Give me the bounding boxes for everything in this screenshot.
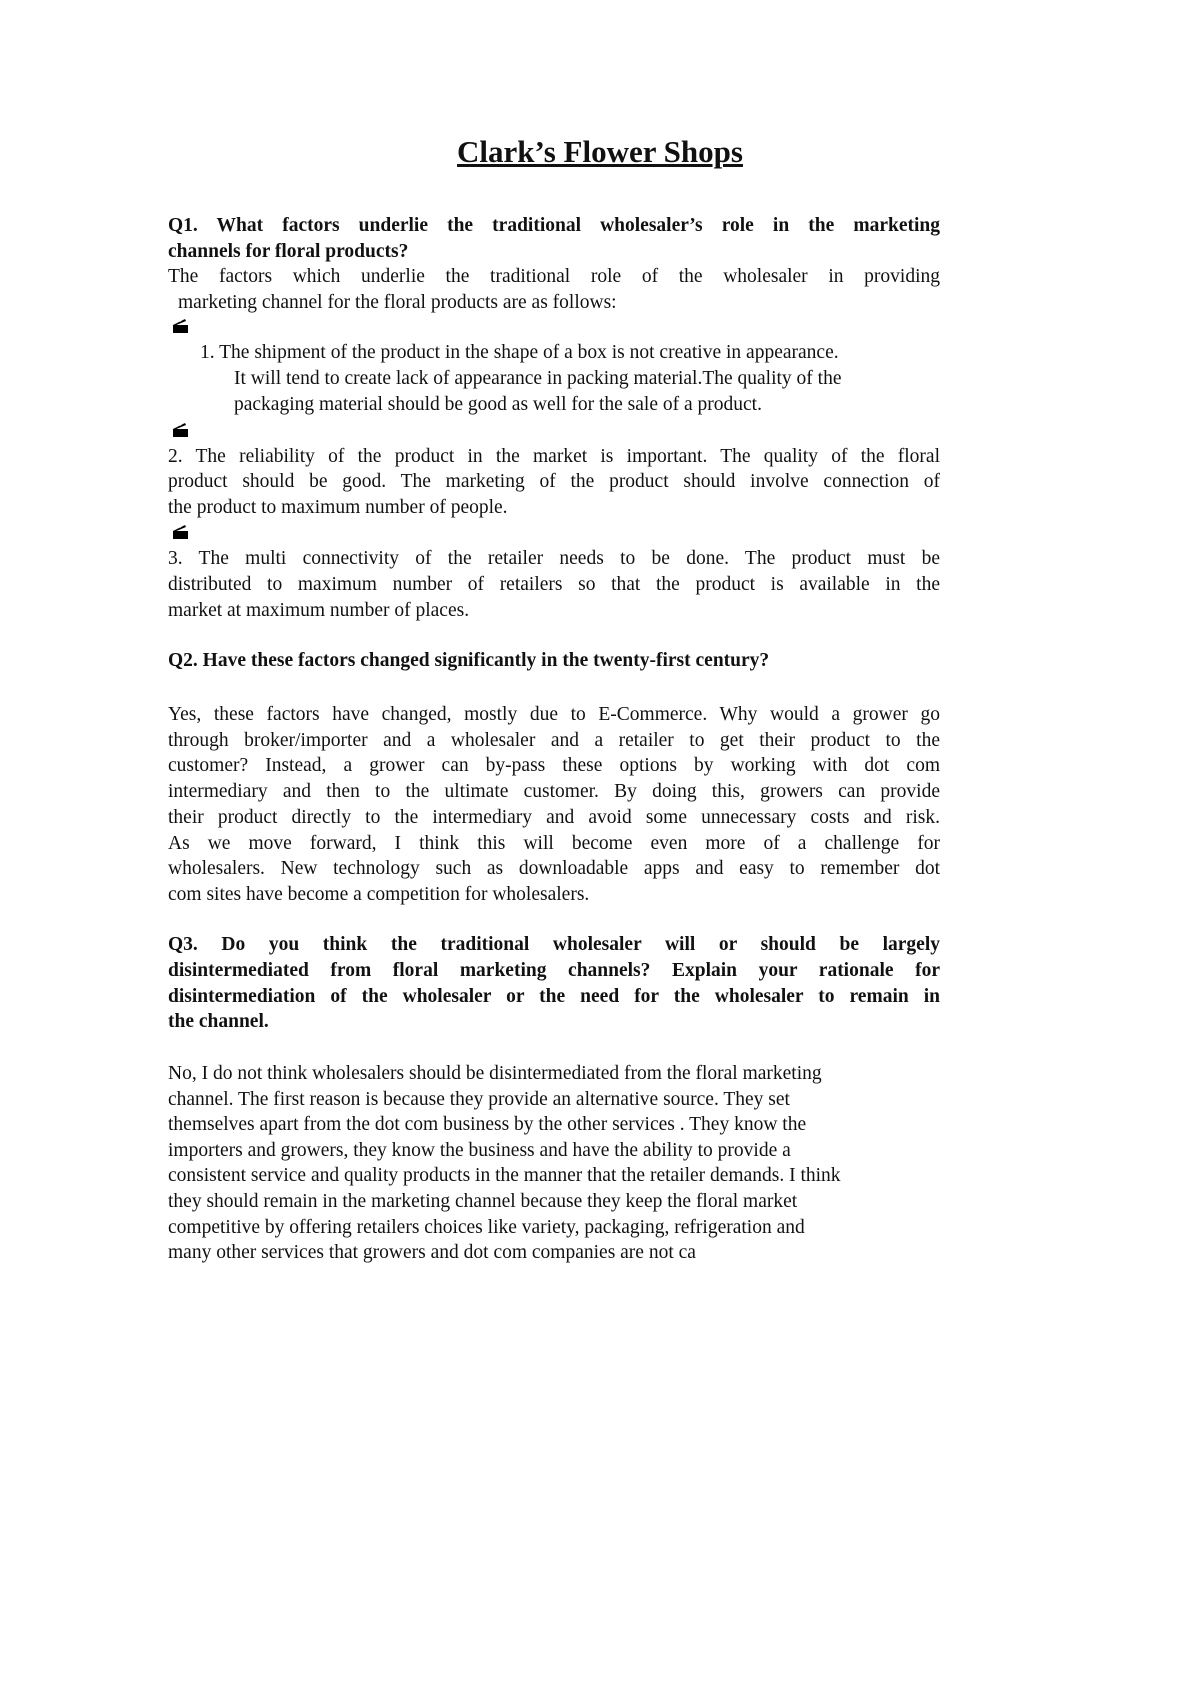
text-line: The factors which underlie the traditional role of the wholesaler in providing — [168, 266, 940, 287]
list-item: market at maximum number of places. — [168, 600, 470, 621]
answer-line: their product directly to the intermediary and avoid some unnecessary costs and risk. — [168, 806, 940, 828]
text-line: marketing channel for the floral products are as follows: — [178, 292, 617, 313]
document-title: Clark’s Flower Shops — [457, 134, 743, 169]
question-heading: the channel. — [168, 1011, 269, 1033]
answer-line: com sites have become a competition for wholesalers. — [168, 883, 590, 905]
answer-line: intermediary and then to the ultimate customer. By doing this, growers can provide — [168, 781, 940, 803]
question-heading: Q3. Do you think the traditional wholesaler will or should be largely — [168, 934, 940, 955]
answer-line: many other services that growers and dot com companies are not ca — [168, 1242, 696, 1264]
clapperboard-icon — [172, 422, 190, 438]
question-heading: disintermediation of the wholesaler or the need for the wholesaler to remain in — [168, 985, 940, 1007]
answer-line: they should remain in the marketing channel because they keep the floral market — [168, 1191, 798, 1212]
list-item: 2. The reliability of the product in the market is important. The quality of the floral — [168, 446, 940, 467]
answer-line: No, I do not think wholesalers should be disintermediated from the floral marketing — [168, 1063, 822, 1084]
answer-line: channel. The first reason is because they provide an alternative source. They set — [168, 1088, 790, 1110]
list-item: the product to maximum number of people. — [168, 497, 508, 518]
answer-line: themselves apart from the dot com business by the other services . They know the — [168, 1114, 807, 1136]
answer-line: customer? Instead, a grower can by-pass these options by working with dot com — [168, 755, 940, 777]
answer-line: consistent service and quality products in the manner that the retailer demands. I think — [168, 1165, 841, 1187]
list-item: packaging material should be good as well for the sale of a product. — [234, 394, 762, 415]
answer-line: importers and growers, they know the business and have the ability to provide a — [168, 1139, 791, 1161]
answer-line: through broker/importer and a wholesaler and a retailer to get their product to the — [168, 729, 940, 751]
list-item: 3. The multi connectivity of the retailer needs to be done. The product must be — [168, 548, 940, 569]
list-item: distributed to maximum number of retailers so that the product is available in the — [168, 574, 940, 595]
question-heading: Q1. What factors underlie the traditional wholesaler’s role in the marketing — [168, 215, 940, 236]
answer-line: Yes, these factors have changed, mostly due to E-Commerce. Why would a grower go — [168, 704, 940, 725]
list-item: product should be good. The marketing of the product should involve connection of — [168, 471, 940, 492]
clapperboard-icon — [172, 524, 190, 540]
clapperboard-icon — [172, 318, 190, 334]
question-heading: channels for floral products? — [168, 241, 409, 262]
answer-line: As we move forward, I think this will become even more of a challenge for — [168, 832, 940, 854]
list-item: 1. The shipment of the product in the shape of a box is not creative in appearance. — [200, 342, 839, 363]
list-item: It will tend to create lack of appearance in packing material.The quality of the — [234, 368, 842, 389]
question-heading: Q2. Have these factors changed significantly in the twenty-first century? — [168, 650, 770, 671]
answer-line: competitive by offering retailers choices like variety, packaging, refrigeration and — [168, 1216, 805, 1238]
answer-line: wholesalers. New technology such as downloadable apps and easy to remember dot — [168, 858, 940, 880]
question-heading: disintermediated from floral marketing channels? Explain your rationale for — [168, 959, 940, 981]
